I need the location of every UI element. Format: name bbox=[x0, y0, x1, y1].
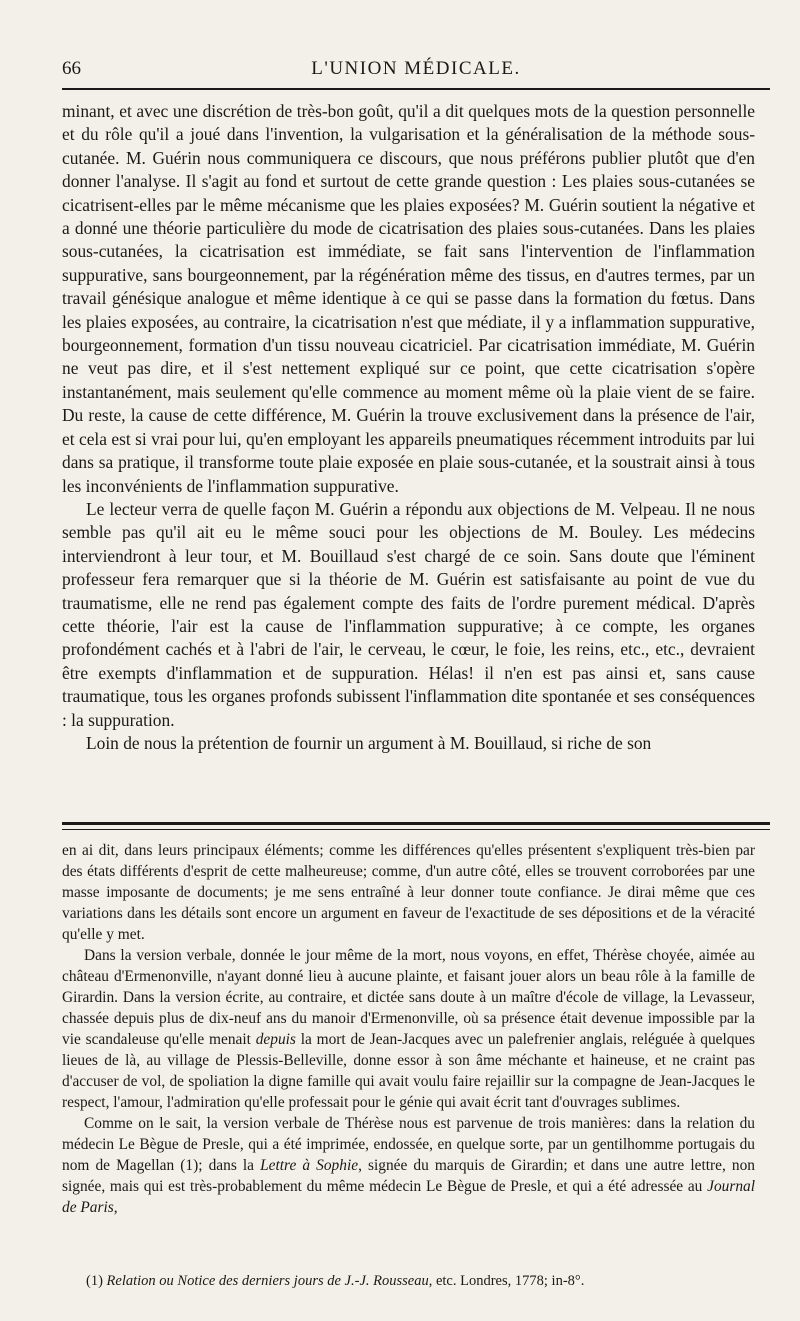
footnote-title: Relation ou Notice des derniers jours de J.-J. Rousseau bbox=[106, 1273, 429, 1289]
feuilleton-separator-thin bbox=[62, 829, 770, 830]
feuilleton-p2-emphasis: depuis bbox=[255, 1031, 296, 1048]
feuilleton-p3-text-a: Comme on le sait, la version verbale de Thérèse nous est parvenue de trois manières: dans la relation du médecin Le Bègue de Presle, qui a été imprimée, endossée, en quelque sorte, par un gentilhomme portugais du nom de Magellan (1); dans la bbox=[62, 1115, 755, 1174]
feuilleton-paragraph-2 bbox=[62, 945, 755, 1113]
main-article bbox=[62, 100, 755, 755]
feuilleton-p3-text-b: , signée du marquis de Girardin; et dans une autre lettre, non signée, mais qui est très-probablement du même médecin Le Bègue de Presle, et qui a été adressée au bbox=[62, 1157, 755, 1195]
feuilleton-paragraph-1: en ai dit, dans leurs principaux éléments; comme les différences qu'elles présentent s'expliquent très-bien par des états différents d'esprit de cette malheureuse; comme, d'un autre côté, elles se trouvent corroborées par une masse imposante de documents; je me sens entraîné à leur donner toute confiance. Je dirai même que ces variations dans les détails sont encore un argument en faveur de l'exactitude de ses dépositions et de la véracité qu'elle y met. bbox=[62, 842, 755, 943]
page-header bbox=[62, 56, 770, 84]
footnote bbox=[86, 1271, 755, 1291]
running-title: L'UNION MÉDICALE. bbox=[311, 58, 521, 79]
feuilleton-separator-thick bbox=[62, 822, 770, 825]
feuilleton-paragraph-3 bbox=[62, 1113, 755, 1218]
feuilleton-p2-text-a: Dans la version verbale, donnée le jour même de la mort, nous voyons, en effet, Thérèse choyée, aimée au château d'Ermenonville, n'ayant donné lieu à aucune plainte, et faisant jouer alors un beau rôle à la famille de Girardin. Dans la version écrite, au contraire, et dictée sans doute à un maître d'école de village, la Levasseur, chassée depuis plus de dix-neuf ans du manoir d'Ermenonville, où sa présence était devenue impossible par la vie scandaleuse qu'elle menait bbox=[62, 947, 755, 1048]
header-rule bbox=[62, 88, 770, 90]
feuilleton-p2-text-b: la mort de Jean-Jacques avec un palefrenier anglais, reléguée à quelques lieues de là, au village de Plessis-Belleville, donne essor à son âme méchante et haineuse, et ne craint pas d'accuser de vol, de spoliation la digne famille qui avait voulu faire rejaillir sur la compagne de Jean-Jacques le respect, l'amour, l'admiration qu'elle professait pour le génie qui avait écrit tant d'ouvrages sublimes. bbox=[62, 1031, 755, 1111]
article-paragraph-2: Le lecteur verra de quelle façon M. Guérin a répondu aux objections de M. Velpeau. Il ne nous semble pas qu'il ait eu le même souci pour les objections de M. Bouley. Les médecins interviendront à leur tour, et M. Bouillaud s'est chargé de ce soin. Sans doute que l'éminent professeur fera remarquer que si la théorie de M. Guérin est satisfaisante au point de vue du traumatisme, elle ne rend pas également compte des faits de l'ordre purement médical. D'après cette théorie, l'air est la cause de l'inflammation suppurative; à ce compte, les organes profondément cachés et à l'abri de l'air, le cerveau, le cœur, le foie, les reins, etc., etc., devraient être exempts d'inflammation et de suppuration. Hélas! il n'en est pas ainsi et, sans cause traumatique, tous les organes profonds subissent l'inflammation dite spontanée et ses conséquences : la suppuration. bbox=[62, 498, 755, 730]
footnote-rest: , etc. Londres, 1778; in-8°. bbox=[428, 1273, 585, 1289]
feuilleton-p3-title-lettre: Lettre à Sophie bbox=[260, 1157, 359, 1174]
feuilleton-p3-title-journal: Journal de Paris bbox=[62, 1178, 755, 1216]
page-number: 66 bbox=[62, 58, 81, 79]
feuilleton-p3-text-c: , bbox=[113, 1199, 118, 1216]
article-paragraph-1: minant, et avec une discrétion de très-bon goût, qu'il a dit quelques mots de la question personnelle et du rôle qu'il a joué dans l'invention, la vulgarisation et la généralisation de la méthode sous-cutanée. M. Guérin nous communiquera ce discours, que nous préférons publier plutôt que d'en donner l'analyse. Il s'agit au fond et surtout de cette grande question : Les plaies sous-cutanées se cicatrisent-elles par le même mécanisme que les plaies exposées? M. Guérin soutient la négative et a donné une théorie particulière du mode de cicatrisation des plaies sous-cutanées. Dans les plaies sous-cutanées, la cicatrisation est immédiate, se fait sans l'intervention de l'inflammation suppurative, sans bourgeonnement, par la régénération même des tissus, en d'autres termes, par un travail génésique analogue et même identique à ce qui se passe dans la formation du fœtus. Dans les plaies exposées, au contraire, la cicatrisation n'est que médiate, il y a inflammation suppurative, bourgeonnement, formation d'un tissu nouveau cicatriciel. Par cicatrisation immédiate, M. Guérin ne veut pas dire, et il s'est nettement expliqué sur ce point, que cette cicatrisation s'opère instantanément, mais seulement qu'elle commence au moment même où la plaie vient de se faire. Du reste, la cause de cette différence, M. Guérin la trouve exclusivement dans la présence de l'air, et cela est si vrai pour lui, qu'en employant les appareils pneumatiques récemment introduits par lui dans sa pratique, il transforme toute plaie exposée en plaie sous-cutanée, et la soustrait ainsi à tous les inconvénients de l'inflammation suppurative. bbox=[62, 101, 755, 496]
feuilleton-section bbox=[62, 840, 755, 1218]
footnote-marker: (1) bbox=[86, 1273, 107, 1289]
article-paragraph-3: Loin de nous la prétention de fournir un argument à M. Bouillaud, si riche de son bbox=[86, 732, 652, 753]
